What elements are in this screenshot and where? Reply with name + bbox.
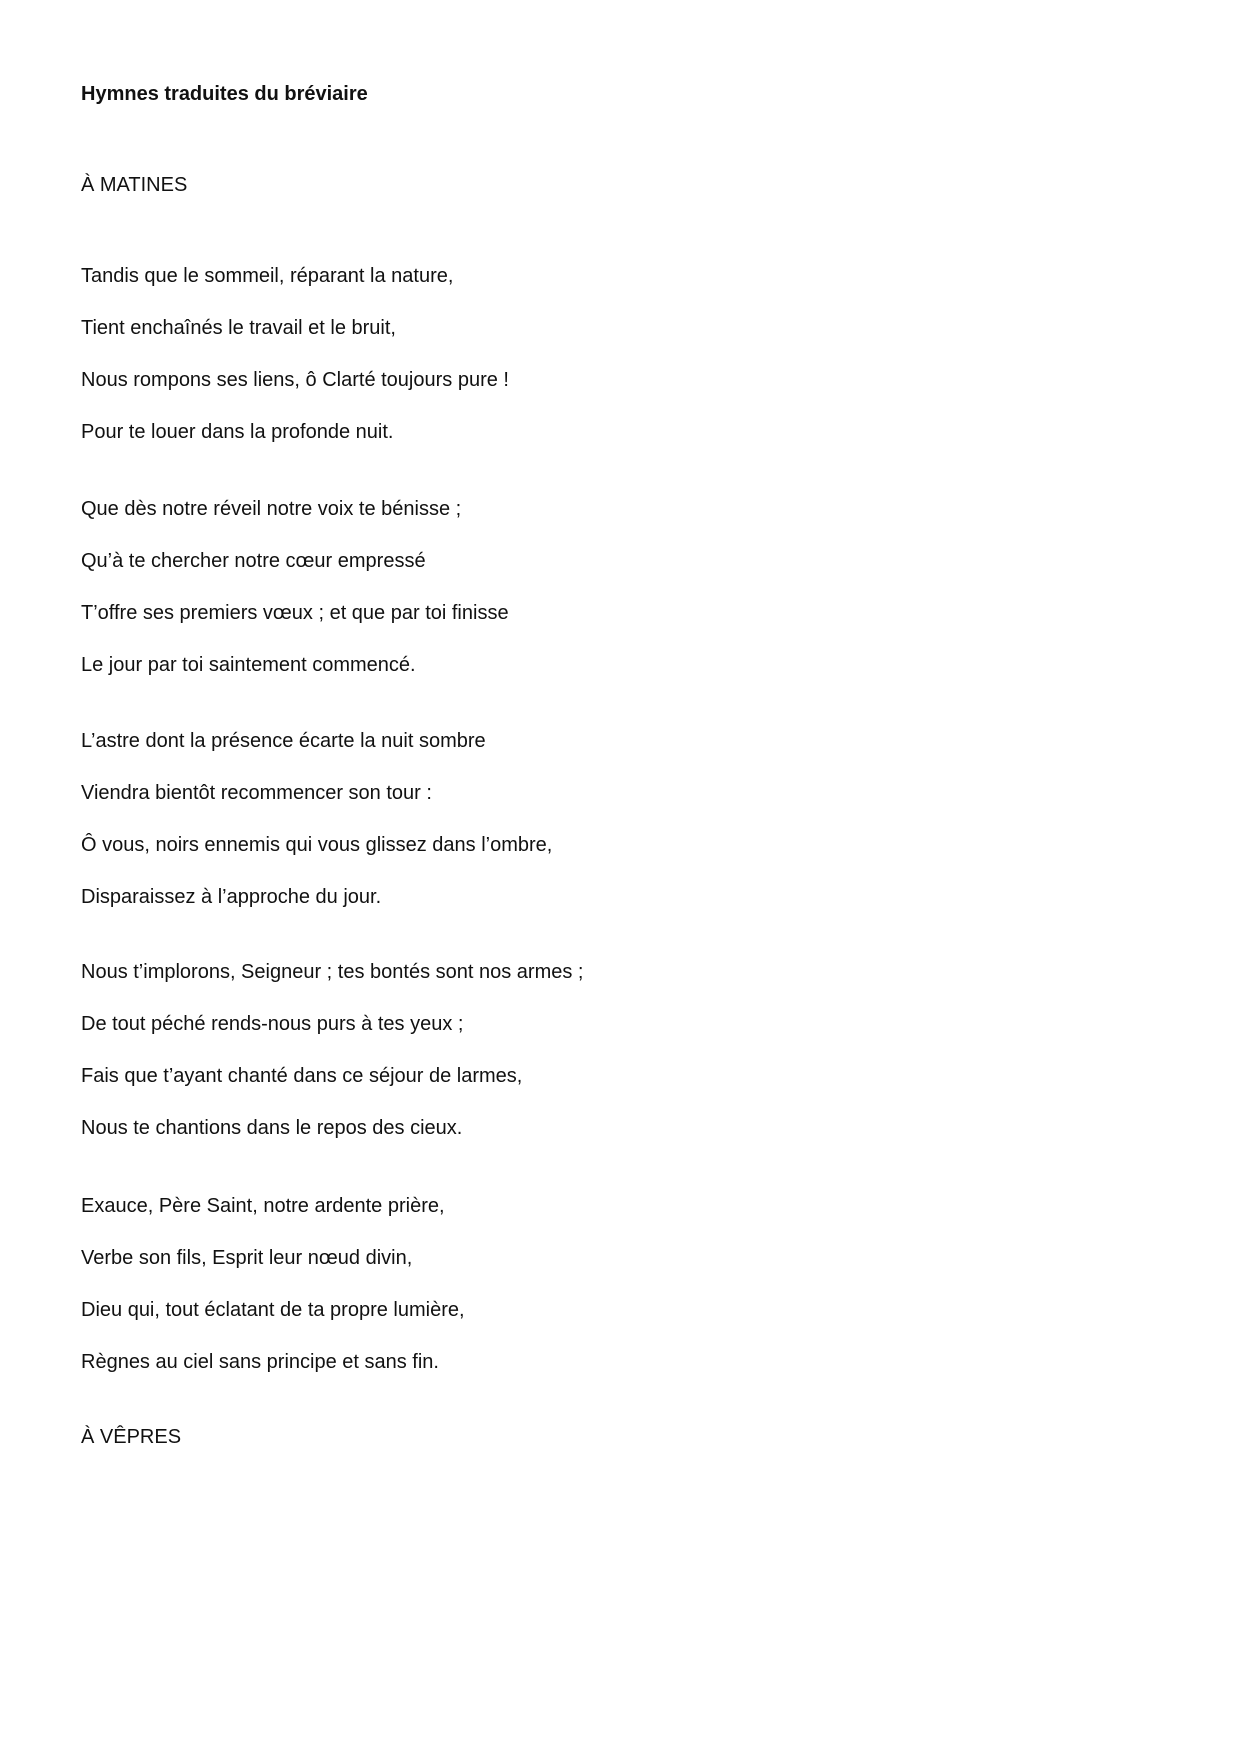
- verse-line: Tandis que le sommeil, réparant la nature,: [81, 265, 454, 287]
- verse-line: Dieu qui, tout éclatant de ta propre lumière,: [81, 1299, 465, 1321]
- verse-line: Disparaissez à l’approche du jour.: [81, 886, 382, 908]
- verse-line: De tout péché rends-nous purs à tes yeux ;: [81, 1013, 464, 1035]
- section-heading-matines: À MATINES: [81, 174, 188, 196]
- verse-line: Pour te louer dans la profonde nuit.: [81, 421, 394, 443]
- verse-line: Ô vous, noirs ennemis qui vous glissez dans l’ombre,: [81, 834, 553, 856]
- verse-line: Nous te chantions dans le repos des cieux.: [81, 1117, 463, 1139]
- verse-line: Que dès notre réveil notre voix te bénisse ;: [81, 498, 462, 520]
- verse-line: Tient enchaînés le travail et le bruit,: [81, 317, 396, 339]
- verse-line: Nous t’implorons, Seigneur ; tes bontés sont nos armes ;: [81, 961, 584, 983]
- verse-line: Fais que t’ayant chanté dans ce séjour de larmes,: [81, 1065, 523, 1087]
- document-title: Hymnes traduites du bréviaire: [81, 83, 368, 105]
- section-heading-vepres: À VÊPRES: [81, 1426, 182, 1448]
- verse-line: Exauce, Père Saint, notre ardente prière,: [81, 1195, 445, 1217]
- stanza-3: [81, 729, 981, 937]
- verse-line: Qu’à te chercher notre cœur empressé: [81, 550, 426, 572]
- stanza-1: [81, 264, 981, 472]
- stanza-5: [81, 1194, 981, 1402]
- verse-line: Le jour par toi saintement commencé.: [81, 654, 416, 676]
- stanza-4: [81, 960, 981, 1168]
- verse-line: T’offre ses premiers vœux ; et que par toi finisse: [81, 602, 509, 624]
- verse-line: Nous rompons ses liens, ô Clarté toujours pure !: [81, 369, 509, 391]
- verse-line: Règnes au ciel sans principe et sans fin.: [81, 1351, 439, 1373]
- verse-line: Viendra bientôt recommencer son tour :: [81, 782, 432, 804]
- verse-line: L’astre dont la présence écarte la nuit sombre: [81, 730, 486, 752]
- stanza-2: [81, 497, 981, 705]
- verse-line: Verbe son fils, Esprit leur nœud divin,: [81, 1247, 413, 1269]
